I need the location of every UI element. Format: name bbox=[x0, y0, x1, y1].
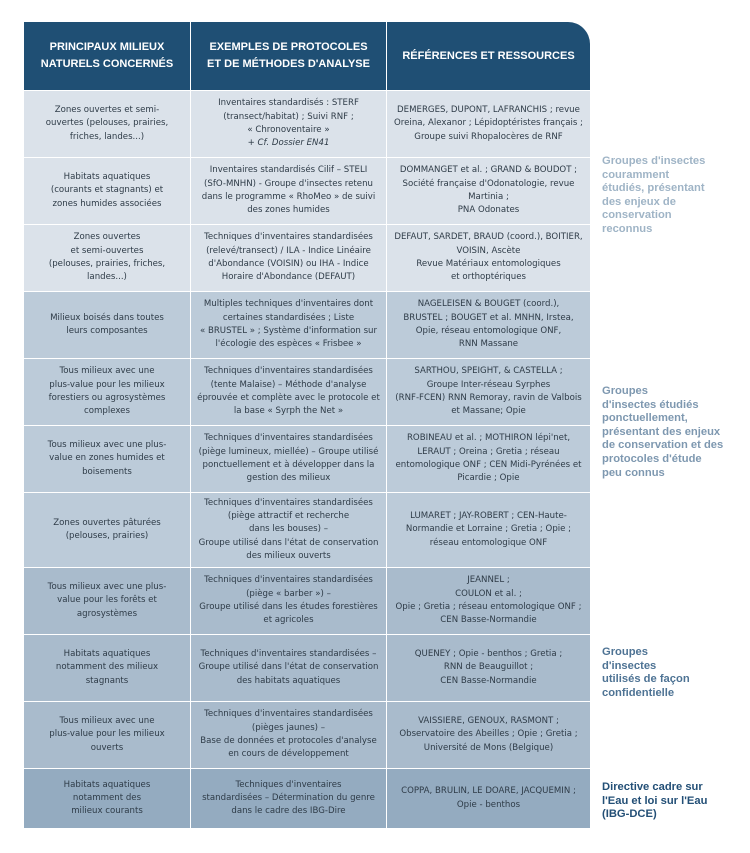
cell-references: QUENEY ; Opie - benthos ; Gretia ; RNN de Beauguillot ; CEN Basse-Normandie bbox=[414, 649, 563, 686]
group-label-occasional: Groupes d'insectes étudiés ponctuellement, présentant des enjeux de conservation et des protocoles d'étude peu connus bbox=[602, 385, 724, 479]
table-row bbox=[24, 90, 590, 157]
cell-milieux: Tous milieux avec une plus-value pour les milieux ouverts bbox=[24, 702, 191, 768]
header-references: RÉFÉRENCES ET RESSOURCES bbox=[402, 49, 575, 62]
cell-milieux: Habitats aquatiques (courants et stagnants) et zones humides associées bbox=[24, 158, 191, 224]
header-milieux: PRINCIPAUX MILIEUX NATURELS CONCERNÉS bbox=[24, 22, 191, 90]
cell-milieux: Milieux boisés dans toutes leurs composantes bbox=[24, 292, 191, 358]
cell-references: VAISSIERE, GENOUX, RASMONT ; Observatoire des Abeilles ; Opie ; Gretia ; Université de Mons (Belgique) bbox=[399, 716, 578, 753]
group-label-confidential: Groupes d'insectes utilisés de façon confidentielle bbox=[602, 646, 690, 699]
table-row bbox=[24, 634, 590, 701]
cell-references: LUMARET ; JAY-ROBERT ; CEN-Haute- Normandie et Lorraine ; Gretia ; Opie ; réseau entomologique ONF bbox=[405, 511, 572, 548]
cell-protocoles: Techniques d'inventaires standardisées (piège attractif et recherche dans les bouses) – Groupe utilisé dans l'état de conservation des milieux ouverts bbox=[191, 493, 387, 567]
table-row bbox=[24, 425, 590, 492]
protocoles-note: + Cf. Dossier EN41 bbox=[247, 138, 330, 149]
table-row bbox=[24, 157, 590, 224]
cell-references: JEANNEL ; COULON et al. ; Opie ; Gretia ; réseau entomologique ONF ; CEN Basse-Normandie bbox=[395, 575, 582, 626]
cell-references: COPPA, BRULIN, LE DOARE, JACQUEMIN ; Opie - benthos bbox=[401, 786, 576, 810]
cell-references: ROBINEAU et al. ; MOTHIRON lépi'net, LERAUT ; Oreina ; Gretia ; réseau entomologique ONF ; CEN Midi-Pyrénées et Picardie ; Opie bbox=[395, 433, 582, 484]
cell-protocoles: Techniques d'inventaires standardisées – Détermination du genre dans le cadre des IBG-Dire bbox=[191, 769, 387, 828]
protocols-table bbox=[24, 22, 590, 828]
table-row bbox=[24, 567, 590, 634]
cell-references: DEFAUT, SARDET, BRAUD (coord.), BOITIER, VOISIN, Ascète Revue Matériaux entomologiques et orthoptériques bbox=[394, 232, 583, 283]
table-row bbox=[24, 224, 590, 291]
cell-protocoles: Multiples techniques d'inventaires dont certaines standardisées ; Liste « BRUSTEL » ; Système d'information sur l'écologie des espèces « Frisbee » bbox=[191, 292, 387, 358]
cell-references: SARTHOU, SPEIGHT, & CASTELLA ; Groupe Inter-réseau Syrphes (RNF-FCEN) RNN Remoray, ravin de Valbois et Massane; Opie bbox=[395, 366, 582, 417]
cell-references: DOMMANGET et al. ; GRAND & BOUDOT ; Société française d'Odonatologie, revue Martinia ; PNA Odonates bbox=[399, 165, 578, 216]
group-label-common: Groupes d'insectes couramment étudiés, présentant des enjeux de conservation reconnus bbox=[602, 155, 706, 235]
cell-references: DEMERGES, DUPONT, LAFRANCHIS ; revue Oreina, Alexanor ; Lépidoptéristes français ; Groupe suivi Rhopalocères de RNF bbox=[394, 105, 583, 142]
table-row bbox=[24, 492, 590, 567]
cell-milieux: Tous milieux avec une plus- value pour les forêts et agrosystèmes bbox=[24, 568, 191, 634]
cell-protocoles: Techniques d'inventaires standardisées (tente Malaise) – Méthode d'analyse éprouvée et complète avec le protocole et la base « Syrph the Net » bbox=[191, 359, 387, 425]
cell-milieux: Zones ouvertes et semi-ouvertes (pelouses, prairies, friches, landes...) bbox=[24, 225, 191, 291]
cell-references: NAGELEISEN & BOUGET (coord.), BRUSTEL ; BOUGET et al. MNHN, Irstea, Opie, réseau entomologique ONF, RNN Massane bbox=[403, 299, 574, 350]
cell-milieux: Habitats aquatiques notamment des milieux courants bbox=[24, 769, 191, 828]
protocoles-text: Inventaires standardisés : STERF (transect/habitat) ; Suivi RNF ; « Chronoventaire » bbox=[218, 98, 359, 135]
cell-milieux: Tous milieux avec une plus-value pour les milieux forestiers ou agrosystèmes complexes bbox=[24, 359, 191, 425]
group-label-dce: Directive cadre sur l'Eau et loi sur l'Eau (IBG-DCE) bbox=[602, 781, 708, 821]
header-protocoles: EXEMPLES DE PROTOCOLES ET DE MÉTHODES D'ANALYSE bbox=[191, 22, 387, 90]
cell-protocoles: Techniques d'inventaires standardisées (relevé/transect) / ILA - Indice Linéaire d'Abondance (VOISIN) ou IHA - Indice Horaire d'Abondance (DEFAUT) bbox=[191, 225, 387, 291]
cell-protocoles: Techniques d'inventaires standardisées – Groupe utilisé dans l'état de conservation des habitats aquatiques bbox=[191, 635, 387, 701]
table-row bbox=[24, 291, 590, 358]
table-header bbox=[24, 22, 590, 90]
cell-protocoles bbox=[191, 91, 387, 157]
table-row bbox=[24, 358, 590, 425]
table-row bbox=[24, 768, 590, 828]
cell-milieux: Habitats aquatiques notamment des milieux stagnants bbox=[24, 635, 191, 701]
cell-milieux: Zones ouvertes pâturées (pelouses, prairies) bbox=[24, 493, 191, 567]
cell-milieux: Zones ouvertes et semi- ouvertes (pelouses, prairies, friches, landes...) bbox=[24, 91, 191, 157]
cell-protocoles: Techniques d'inventaires standardisées (pièges jaunes) – Base de données et protocoles d'analyse en cours de développement bbox=[191, 702, 387, 768]
cell-protocoles: Techniques d'inventaires standardisées (piège « barber ») – Groupe utilisé dans les études forestières et agricoles bbox=[191, 568, 387, 634]
cell-milieux: Tous milieux avec une plus- value en zones humides et boisements bbox=[24, 426, 191, 492]
table-row bbox=[24, 701, 590, 768]
cell-protocoles: Inventaires standardisés Cilif – STELI (SfO-MNHN) - Groupe d'insectes retenu dans le programme « RhoMeo » de suivi des zones humides bbox=[191, 158, 387, 224]
cell-protocoles: Techniques d'inventaires standardisées (piège lumineux, miellée) – Groupe utilisé ponctuellement et à développer dans la gestion des milieux bbox=[191, 426, 387, 492]
